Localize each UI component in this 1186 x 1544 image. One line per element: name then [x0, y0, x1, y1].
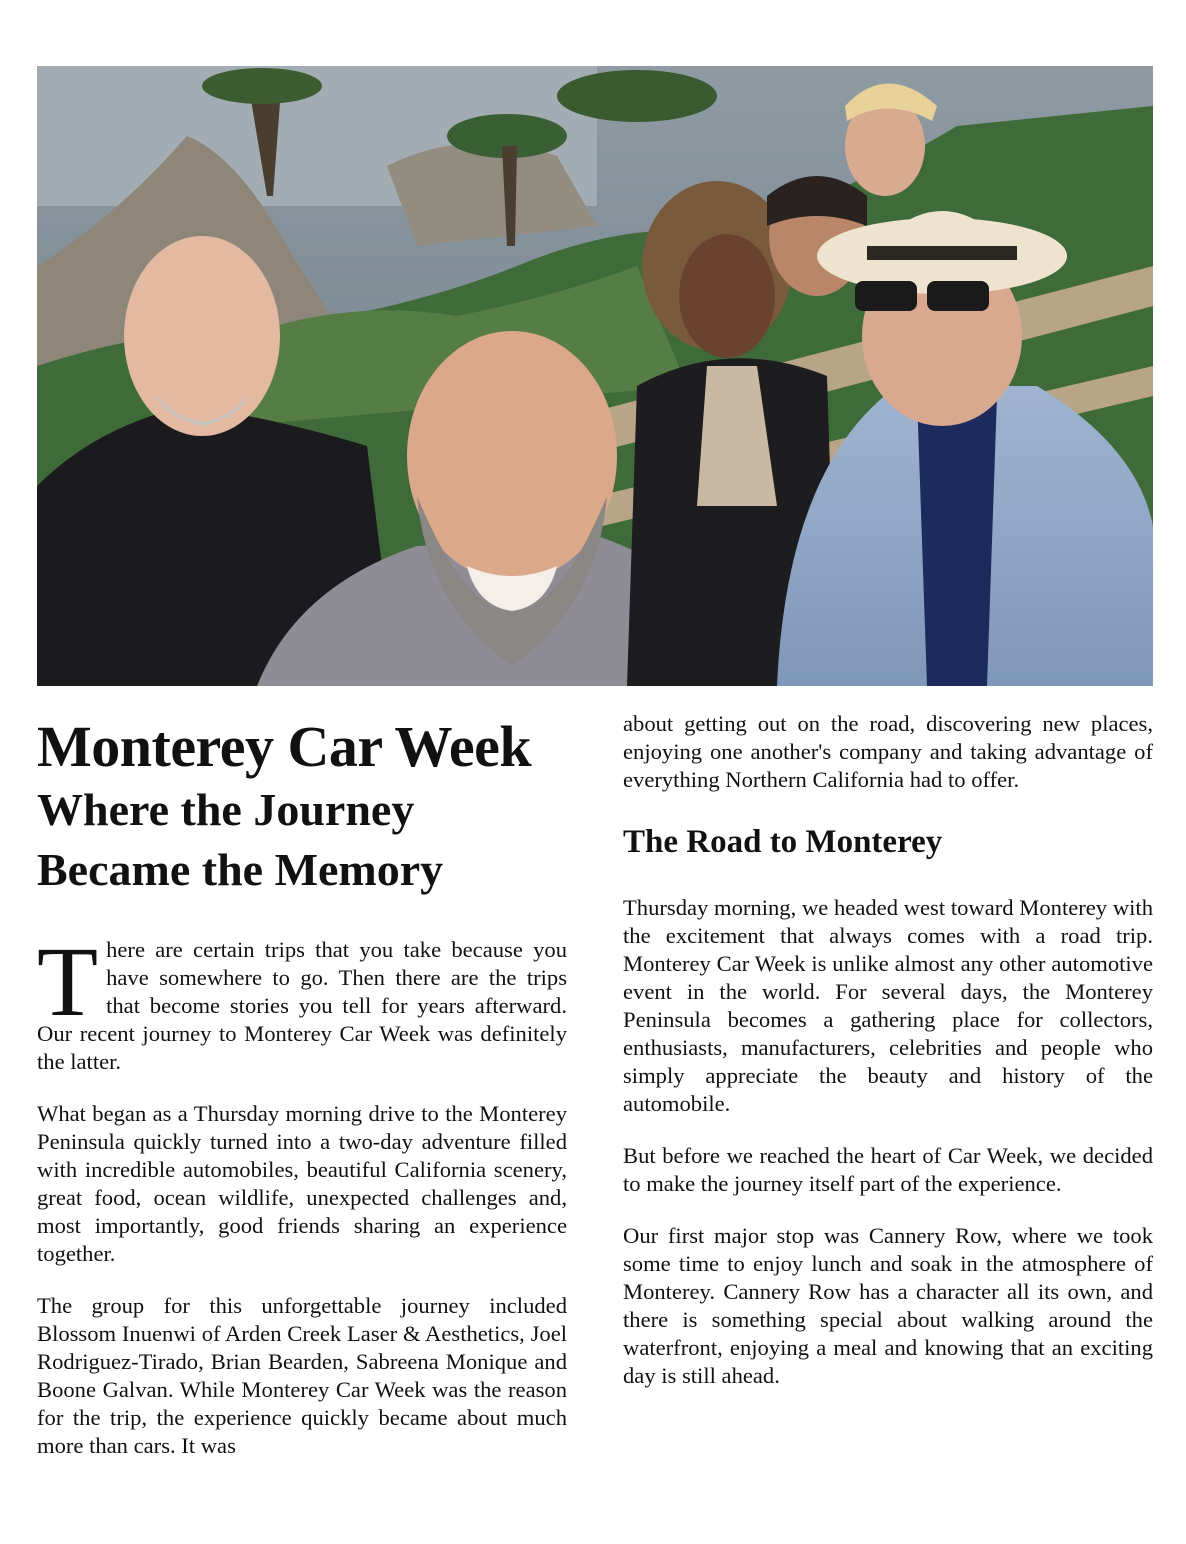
- article-subtitle: Where the Journey Became the Memory: [37, 784, 444, 895]
- right-column: [623, 706, 1153, 1414]
- intro-paragraph: [37, 926, 567, 1076]
- paragraph-2: What began as a Thursday morning drive to the Monterey Peninsula quickly turned into a two-day adventure filled with incredible automobiles, beautiful California scenery, great food, ocean wildlife, unexpected challenges and, most importantly, good friends sharing an experience together.: [37, 1101, 567, 1266]
- hero-photo: [37, 66, 1153, 686]
- section-heading: The Road to Monterey: [623, 824, 943, 860]
- paragraph-3: The group for this unforgettable journey included Blossom Inuenwi of Arden Creek Laser & Aesthetics, Joel Rodriguez-Tirado, Brian Bearden, Sabreena Monique and Boone Galvan. While Monterey Car Week was the reason for the trip, the experience quickly became about much more than cars. It was: [37, 1293, 567, 1458]
- paragraph-3-continued: about getting out on the road, discovering new places, enjoying one another's company and taking advantage of everything Northern California had to offer.: [623, 711, 1153, 792]
- paragraph-6: Our first major stop was Cannery Row, where we took some time to enjoy lunch and soak in the atmosphere of Monterey. Cannery Row has a character all its own, and there is something special about walking around the waterfront, enjoying a meal and knowing that an exciting day is still ahead.: [623, 1223, 1153, 1388]
- paragraph-5: But before we reached the heart of Car Week, we decided to make the journey itself part of the experience.: [623, 1143, 1153, 1196]
- left-column: [37, 706, 567, 1460]
- intro-text: here are certain trips that you take because you have somewhere to go. Then there are the trips that become stories you tell for years afterward. Our recent journey to Monterey Car Week was definitely the latter.: [37, 937, 567, 1074]
- group-photo-icon: [37, 66, 1153, 686]
- article-title: Monterey Car Week: [37, 714, 532, 779]
- drop-cap: T: [37, 926, 99, 1037]
- paragraph-4: Thursday morning, we headed west toward Monterey with the excitement that always comes with a road trip. Monterey Car Week is unlike almost any other automotive event in the world. For several days, the Monterey Peninsula becomes a gathering place for collectors, enthusiasts, manufacturers, celebrities and people who simply appreciate the beauty and history of the automobile.: [623, 895, 1153, 1116]
